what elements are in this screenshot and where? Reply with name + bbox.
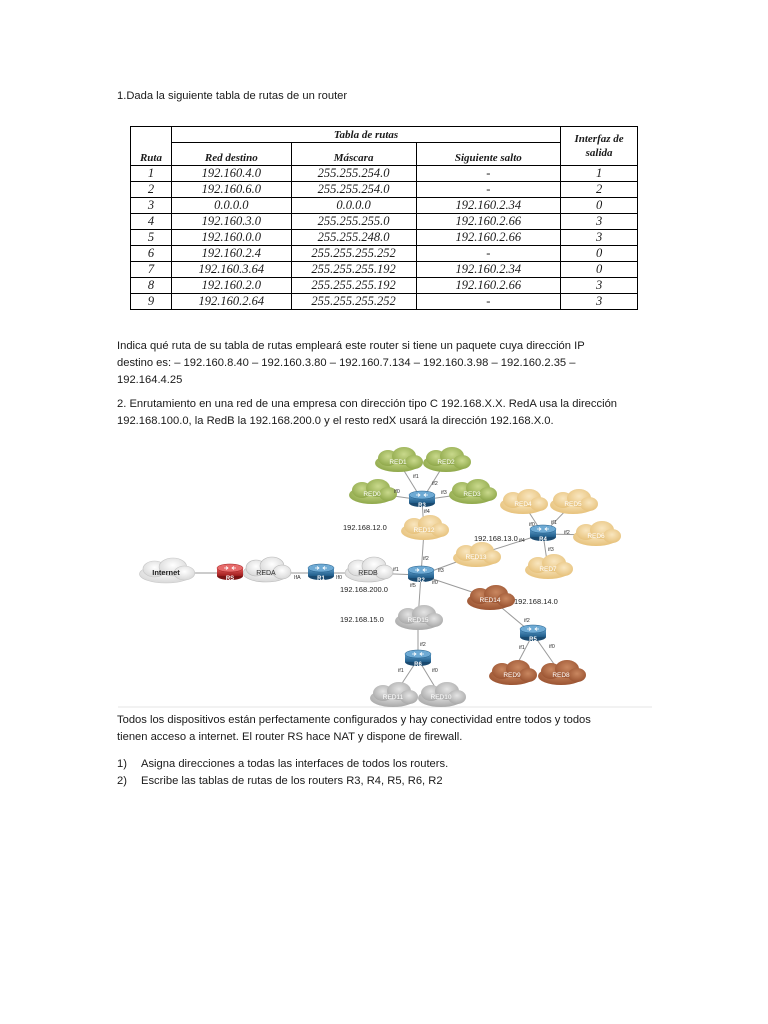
cell-interface: 3 bbox=[561, 277, 638, 293]
q1-text-line-3: 192.164.4.25 bbox=[117, 374, 183, 386]
cell-next-hop: - bbox=[416, 293, 561, 309]
r5-if2-label: if2 bbox=[524, 618, 530, 624]
network-diagram bbox=[118, 444, 652, 708]
label-red9: RED9 bbox=[503, 672, 521, 679]
q2-text-line-2: 192.168.100.0, la RedB la 192.168.200.0 y el resto redX usará la dirección 192.168.X.0. bbox=[117, 415, 554, 427]
label-r1: R1 bbox=[317, 576, 325, 582]
cell-interface: 1 bbox=[561, 165, 638, 181]
r4-if1-label: if1 bbox=[551, 520, 557, 526]
r6-if0-label: if0 bbox=[432, 668, 438, 674]
q1-text-line-2: destino es: – 192.160.8.40 – 192.160.3.80 – 192.160.7.134 – 192.160.3.98 – 192.160.2.35 – bbox=[117, 357, 576, 369]
col-header-interface: Interfaz de salida bbox=[561, 127, 638, 166]
cell-mask: 255.255.255.192 bbox=[291, 277, 416, 293]
scenario-line-1: Todos los dispositivos están perfectamente configurados y hay conectividad entre todos y todos bbox=[117, 714, 591, 726]
cell-next-hop: 192.160.2.66 bbox=[416, 229, 561, 245]
ip-label-15: 192.168.15.0 bbox=[340, 615, 384, 624]
cell-destination: 192.160.2.0 bbox=[171, 277, 291, 293]
task-list bbox=[117, 756, 448, 790]
col-header-route: Ruta bbox=[131, 143, 172, 166]
r3-if0-label: if0 bbox=[394, 489, 400, 495]
table-row bbox=[131, 293, 638, 309]
cell-next-hop: 192.160.2.34 bbox=[416, 197, 561, 213]
cell-route-num: 6 bbox=[131, 245, 172, 261]
r3-if2-label: if2 bbox=[432, 481, 438, 487]
cell-destination: 192.160.0.0 bbox=[171, 229, 291, 245]
cell-mask: 255.255.255.192 bbox=[291, 261, 416, 277]
cell-mask: 0.0.0.0 bbox=[291, 197, 416, 213]
cell-route-num: 5 bbox=[131, 229, 172, 245]
label-r4: R4 bbox=[539, 537, 547, 543]
cell-interface: 2 bbox=[561, 181, 638, 197]
table-row bbox=[131, 213, 638, 229]
r2-if5-label: if5 bbox=[410, 583, 416, 589]
cell-mask: 255.255.255.252 bbox=[291, 245, 416, 261]
label-r2: R2 bbox=[417, 578, 425, 584]
ip-label-12: 192.168.12.0 bbox=[343, 523, 387, 532]
label-red5: RED5 bbox=[564, 501, 582, 508]
cell-next-hop: - bbox=[416, 181, 561, 197]
cell-mask: 255.255.254.0 bbox=[291, 165, 416, 181]
table-row bbox=[131, 277, 638, 293]
table-spacer-left bbox=[131, 127, 172, 143]
cell-destination: 0.0.0.0 bbox=[171, 197, 291, 213]
r4-if0-label: if0 bbox=[529, 522, 535, 528]
cell-interface: 3 bbox=[561, 293, 638, 309]
table-row bbox=[131, 245, 638, 261]
cell-interface: 0 bbox=[561, 245, 638, 261]
label-red15: RED15 bbox=[407, 617, 429, 624]
table-body bbox=[131, 165, 638, 309]
col-header-next-hop: Siguiente salto bbox=[416, 143, 561, 166]
label-red3: RED3 bbox=[463, 491, 481, 498]
r6-if2-label: if2 bbox=[420, 642, 426, 648]
list-item-text: Escribe las tablas de rutas de los routers R3, R4, R5, R6, R2 bbox=[141, 775, 443, 787]
table-row bbox=[131, 261, 638, 277]
r2-if2-label: if2 bbox=[423, 556, 429, 562]
table-row bbox=[131, 229, 638, 245]
r5-if1-label: if1 bbox=[519, 645, 525, 651]
label-red13: RED13 bbox=[465, 554, 487, 561]
col-header-destination: Red destino bbox=[171, 143, 291, 166]
label-r5: R5 bbox=[529, 637, 537, 643]
ip-label-200: 192.168.200.0 bbox=[340, 585, 388, 594]
cell-next-hop: - bbox=[416, 245, 561, 261]
list-item bbox=[117, 756, 448, 773]
label-redb: REDB bbox=[358, 570, 378, 577]
question-2-text bbox=[117, 396, 647, 430]
label-red8: RED8 bbox=[552, 672, 570, 679]
cell-route-num: 1 bbox=[131, 165, 172, 181]
q2-text-line-1: 2. Enrutamiento en una red de una empresa con dirección tipo C 192.168.X.X. RedA usa la dirección bbox=[117, 398, 618, 410]
table-title: Tabla de rutas bbox=[171, 127, 560, 143]
list-item-text: Asigna direcciones a todas las interfaces de todos los routers. bbox=[141, 758, 449, 770]
r1-ifa-label: IfA bbox=[294, 575, 301, 581]
label-red14: RED14 bbox=[479, 597, 501, 604]
label-reda: REDA bbox=[256, 570, 276, 577]
label-red7: RED7 bbox=[539, 566, 557, 573]
cell-route-num: 8 bbox=[131, 277, 172, 293]
label-red11: RED11 bbox=[382, 694, 404, 701]
cell-next-hop: - bbox=[416, 165, 561, 181]
cell-route-num: 3 bbox=[131, 197, 172, 213]
cell-destination: 192.160.2.64 bbox=[171, 293, 291, 309]
table-row bbox=[131, 181, 638, 197]
cell-interface: 3 bbox=[561, 229, 638, 245]
cell-next-hop: 192.160.2.66 bbox=[416, 213, 561, 229]
cell-next-hop: 192.160.2.66 bbox=[416, 277, 561, 293]
label-rs: RS bbox=[225, 576, 235, 582]
r1-if0-label: If0 bbox=[336, 575, 343, 581]
cell-mask: 255.255.248.0 bbox=[291, 229, 416, 245]
label-internet: Internet bbox=[152, 568, 180, 577]
routing-table bbox=[130, 126, 638, 310]
r2-if0-label: if0 bbox=[432, 580, 438, 586]
q1-text-line-1: Indica qué ruta de su tabla de rutas empleará este router si tiene un paquete cuya dirección IP bbox=[117, 340, 585, 352]
col-header-mask: Máscara bbox=[291, 143, 416, 166]
cell-interface: 3 bbox=[561, 213, 638, 229]
r3-if4-label: if4 bbox=[424, 509, 430, 515]
table-row bbox=[131, 197, 638, 213]
cell-mask: 255.255.255.252 bbox=[291, 293, 416, 309]
cell-route-num: 4 bbox=[131, 213, 172, 229]
table-row bbox=[131, 165, 638, 181]
list-item-number: 1) bbox=[117, 758, 127, 770]
cell-destination: 192.160.6.0 bbox=[171, 181, 291, 197]
list-item-number: 2) bbox=[117, 775, 127, 787]
cell-route-num: 2 bbox=[131, 181, 172, 197]
label-red2: RED2 bbox=[437, 459, 455, 466]
cell-destination: 192.160.3.64 bbox=[171, 261, 291, 277]
question-1-title: 1.Dada la siguiente tabla de rutas de un router bbox=[117, 90, 348, 102]
label-red12: RED12 bbox=[413, 527, 435, 534]
cell-destination: 192.160.2.4 bbox=[171, 245, 291, 261]
cell-destination: 192.160.4.0 bbox=[171, 165, 291, 181]
r5-if0-label: if0 bbox=[549, 644, 555, 650]
cell-route-num: 9 bbox=[131, 293, 172, 309]
cell-mask: 255.255.255.0 bbox=[291, 213, 416, 229]
label-red1: RED1 bbox=[389, 459, 407, 466]
cell-interface: 0 bbox=[561, 197, 638, 213]
routing-table-container bbox=[130, 126, 638, 310]
label-red6: RED6 bbox=[587, 533, 605, 540]
scenario-line-2: tienen acceso a internet. El router RS hace NAT y dispone de firewall. bbox=[117, 731, 463, 743]
cell-interface: 0 bbox=[561, 261, 638, 277]
r4-if4-label: if4 bbox=[519, 538, 525, 544]
r3-if3-label: if3 bbox=[441, 490, 447, 496]
cell-next-hop: 192.160.2.34 bbox=[416, 261, 561, 277]
label-r6: R6 bbox=[414, 662, 422, 668]
r4-if2-label: if2 bbox=[564, 530, 570, 536]
r4-if3-label: if3 bbox=[548, 547, 554, 553]
label-red0: RED0 bbox=[363, 491, 381, 498]
cell-mask: 255.255.254.0 bbox=[291, 181, 416, 197]
ip-label-14: 192.168.14.0 bbox=[514, 597, 558, 606]
cell-destination: 192.160.3.0 bbox=[171, 213, 291, 229]
question-1-text bbox=[117, 338, 637, 389]
list-item bbox=[117, 773, 448, 790]
r3-if1-label: if1 bbox=[413, 474, 419, 480]
cell-route-num: 7 bbox=[131, 261, 172, 277]
label-r3: R3 bbox=[418, 503, 426, 509]
r6-if1-label: if1 bbox=[398, 668, 404, 674]
label-red4: RED4 bbox=[514, 501, 532, 508]
label-red10: RED10 bbox=[430, 694, 452, 701]
r2-if1-label: if1 bbox=[393, 567, 399, 573]
ip-label-13: 192.168.13.0 bbox=[474, 534, 518, 543]
r2-if3-label: if3 bbox=[438, 568, 444, 574]
scenario-description bbox=[117, 712, 637, 746]
